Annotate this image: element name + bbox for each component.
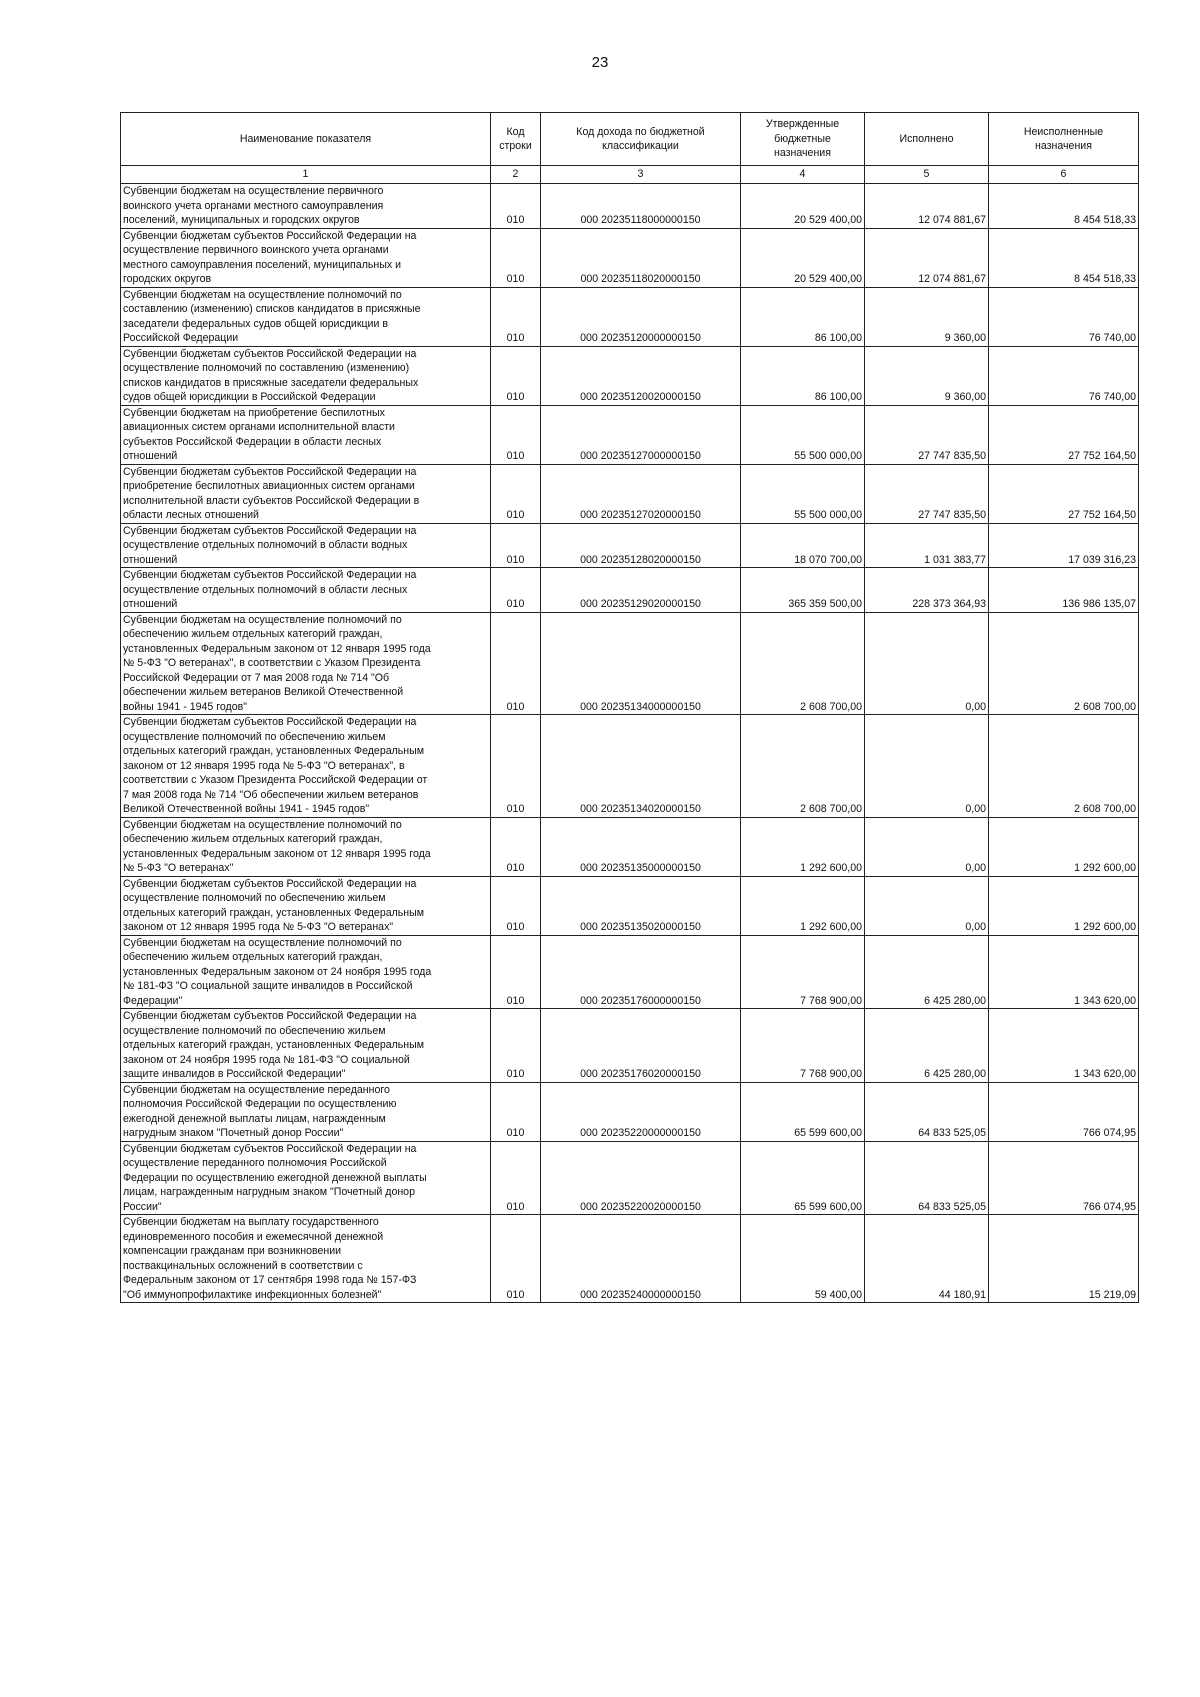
approved-amount-cell: 86 100,00 — [741, 287, 865, 346]
indicator-name-cell: Субвенции бюджетам субъектов Российской Федерации на осуществление полномочий по обеспечению жильем отдельных категорий граждан, установленных Федеральным законом от 12 января 1995 года № 5-ФЗ "О ветеранах" — [121, 876, 491, 935]
income-code-cell: 000 20235127020000150 — [541, 464, 741, 523]
table-row — [121, 876, 1139, 935]
table-row — [121, 568, 1139, 613]
line-code-cell: 010 — [491, 817, 541, 876]
column-number: 4 — [741, 166, 865, 184]
table-row — [121, 184, 1139, 229]
line-code-cell: 010 — [491, 1215, 541, 1303]
table-row — [121, 228, 1139, 287]
indicator-name-cell: Субвенции бюджетам субъектов Российской Федерации на осуществление отдельных полномочий в области лесных отношений — [121, 568, 491, 613]
line-code-cell: 010 — [491, 715, 541, 818]
unexecuted-amount-cell: 17 039 316,23 — [989, 523, 1139, 568]
table-row — [121, 1141, 1139, 1215]
executed-amount-cell: 0,00 — [865, 817, 989, 876]
line-code-cell: 010 — [491, 935, 541, 1009]
approved-amount-cell: 65 599 600,00 — [741, 1141, 865, 1215]
executed-amount-cell: 12 074 881,67 — [865, 184, 989, 229]
line-code-cell: 010 — [491, 405, 541, 464]
indicator-name-cell: Субвенции бюджетам субъектов Российской Федерации на осуществление переданного полномочия Российской Федерации по осуществлению ежегодной денежной выплаты лицам, награжденным нагрудным знаком "Почетный донор России" — [121, 1141, 491, 1215]
executed-amount-cell: 9 360,00 — [865, 346, 989, 405]
approved-amount-cell: 2 608 700,00 — [741, 715, 865, 818]
approved-amount-cell: 1 292 600,00 — [741, 876, 865, 935]
unexecuted-amount-cell: 15 219,09 — [989, 1215, 1139, 1303]
executed-amount-cell: 6 425 280,00 — [865, 935, 989, 1009]
executed-amount-cell: 64 833 525,05 — [865, 1141, 989, 1215]
income-code-cell: 000 20235240000000150 — [541, 1215, 741, 1303]
line-code-cell: 010 — [491, 346, 541, 405]
approved-amount-cell: 18 070 700,00 — [741, 523, 865, 568]
table-row — [121, 1082, 1139, 1141]
indicator-name-cell: Субвенции бюджетам на осуществление полномочий по обеспечению жильем отдельных категорий граждан, установленных Федеральным законом от 24 ноября 1995 года № 181-ФЗ "О социальной защите инвалидов в Российской Федерации" — [121, 935, 491, 1009]
header-line-code: Код строки — [491, 113, 541, 166]
column-number: 6 — [989, 166, 1139, 184]
indicator-name-cell: Субвенции бюджетам на приобретение беспилотных авиационных систем органами исполнительной власти субъектов Российской Федерации в области лесных отношений — [121, 405, 491, 464]
unexecuted-amount-cell: 766 074,95 — [989, 1082, 1139, 1141]
income-code-cell: 000 20235129020000150 — [541, 568, 741, 613]
income-code-cell: 000 20235120020000150 — [541, 346, 741, 405]
table-row — [121, 287, 1139, 346]
table-row — [121, 935, 1139, 1009]
executed-amount-cell: 228 373 364,93 — [865, 568, 989, 613]
line-code-cell: 010 — [491, 523, 541, 568]
executed-amount-cell: 6 425 280,00 — [865, 1009, 989, 1083]
header-unexecuted: Неисполненные назначения — [989, 113, 1139, 166]
unexecuted-amount-cell: 27 752 164,50 — [989, 464, 1139, 523]
income-code-cell: 000 20235127000000150 — [541, 405, 741, 464]
unexecuted-amount-cell: 136 986 135,07 — [989, 568, 1139, 613]
table-row — [121, 1009, 1139, 1083]
line-code-cell: 010 — [491, 1009, 541, 1083]
line-code-cell: 010 — [491, 1141, 541, 1215]
income-code-cell: 000 20235128020000150 — [541, 523, 741, 568]
indicator-name-cell: Субвенции бюджетам субъектов Российской Федерации на осуществление полномочий по составлению (изменению) списков кандидатов в присяжные заседатели федеральных судов общей юрисдикции в Российской Федерации — [121, 346, 491, 405]
executed-amount-cell: 27 747 835,50 — [865, 405, 989, 464]
indicator-name-cell: Субвенции бюджетам субъектов Российской Федерации на осуществление первичного воинского учета органами местного самоуправления поселений, муниципальных и городских округов — [121, 228, 491, 287]
column-number-row — [121, 166, 1139, 184]
executed-amount-cell: 0,00 — [865, 876, 989, 935]
table-header-row — [121, 113, 1139, 166]
income-code-cell: 000 20235118020000150 — [541, 228, 741, 287]
executed-amount-cell: 1 031 383,77 — [865, 523, 989, 568]
indicator-name-cell: Субвенции бюджетам на осуществление полномочий по обеспечению жильем отдельных категорий граждан, установленных Федеральным законом от 12 января 1995 года № 5-ФЗ "О ветеранах" — [121, 817, 491, 876]
income-code-cell: 000 20235120000000150 — [541, 287, 741, 346]
executed-amount-cell: 44 180,91 — [865, 1215, 989, 1303]
unexecuted-amount-cell: 76 740,00 — [989, 346, 1139, 405]
income-code-cell: 000 20235135000000150 — [541, 817, 741, 876]
executed-amount-cell: 64 833 525,05 — [865, 1082, 989, 1141]
executed-amount-cell: 12 074 881,67 — [865, 228, 989, 287]
table-row — [121, 405, 1139, 464]
indicator-name-cell: Субвенции бюджетам на осуществление первичного воинского учета органами местного самоуправления поселений, муниципальных и городских округов — [121, 184, 491, 229]
income-code-cell: 000 20235134000000150 — [541, 612, 741, 715]
income-code-cell: 000 20235176020000150 — [541, 1009, 741, 1083]
indicator-name-cell: Субвенции бюджетам субъектов Российской Федерации на приобретение беспилотных авиационных систем органами исполнительной власти субъектов Российской Федерации в области лесных отношений — [121, 464, 491, 523]
line-code-cell: 010 — [491, 1082, 541, 1141]
column-number: 5 — [865, 166, 989, 184]
column-number: 3 — [541, 166, 741, 184]
approved-amount-cell: 7 768 900,00 — [741, 935, 865, 1009]
unexecuted-amount-cell: 766 074,95 — [989, 1141, 1139, 1215]
line-code-cell: 010 — [491, 568, 541, 613]
table-row — [121, 715, 1139, 818]
approved-amount-cell: 2 608 700,00 — [741, 612, 865, 715]
indicator-name-cell: Субвенции бюджетам субъектов Российской Федерации на осуществление полномочий по обеспечению жильем отдельных категорий граждан, установленных Федеральным законом от 24 ноября 1995 года № 181-ФЗ "О социальной защите инвалидов в Российской Федерации" — [121, 1009, 491, 1083]
header-income-code: Код дохода по бюджетной классификации — [541, 113, 741, 166]
approved-amount-cell: 86 100,00 — [741, 346, 865, 405]
income-code-cell: 000 20235118000000150 — [541, 184, 741, 229]
unexecuted-amount-cell: 2 608 700,00 — [989, 715, 1139, 818]
unexecuted-amount-cell: 8 454 518,33 — [989, 228, 1139, 287]
executed-amount-cell: 0,00 — [865, 715, 989, 818]
approved-amount-cell: 20 529 400,00 — [741, 228, 865, 287]
income-code-cell: 000 20235134020000150 — [541, 715, 741, 818]
table-body — [121, 184, 1139, 1303]
line-code-cell: 010 — [491, 612, 541, 715]
indicator-name-cell: Субвенции бюджетам на осуществление полномочий по составлению (изменению) списков кандидатов в присяжные заседатели федеральных судов общей юрисдикции в Российской Федерации — [121, 287, 491, 346]
header-executed: Исполнено — [865, 113, 989, 166]
line-code-cell: 010 — [491, 184, 541, 229]
approved-amount-cell: 59 400,00 — [741, 1215, 865, 1303]
approved-amount-cell: 65 599 600,00 — [741, 1082, 865, 1141]
unexecuted-amount-cell: 2 608 700,00 — [989, 612, 1139, 715]
income-code-cell: 000 20235176000000150 — [541, 935, 741, 1009]
table-row — [121, 464, 1139, 523]
unexecuted-amount-cell: 1 292 600,00 — [989, 876, 1139, 935]
indicator-name-cell: Субвенции бюджетам субъектов Российской Федерации на осуществление полномочий по обеспечению жильем отдельных категорий граждан, установленных Федеральным законом от 12 января 1995 года № 5-ФЗ "О ветеранах", в соответствии с Указом Президента Российской Федерации от 7 мая 2008 года № 714 "Об обеспечении жильем ветеранов Великой Отечественной войны 1941 - 1945 годов" — [121, 715, 491, 818]
executed-amount-cell: 9 360,00 — [865, 287, 989, 346]
indicator-name-cell: Субвенции бюджетам субъектов Российской Федерации на осуществление отдельных полномочий в области водных отношений — [121, 523, 491, 568]
page-number: 23 — [591, 54, 609, 71]
approved-amount-cell: 1 292 600,00 — [741, 817, 865, 876]
table-row — [121, 346, 1139, 405]
line-code-cell: 010 — [491, 228, 541, 287]
table-row — [121, 523, 1139, 568]
column-number: 2 — [491, 166, 541, 184]
line-code-cell: 010 — [491, 287, 541, 346]
line-code-cell: 010 — [491, 876, 541, 935]
budget-execution-table — [120, 112, 1139, 1303]
income-code-cell: 000 20235220000000150 — [541, 1082, 741, 1141]
income-code-cell: 000 20235135020000150 — [541, 876, 741, 935]
indicator-name-cell: Субвенции бюджетам на осуществление полномочий по обеспечению жильем отдельных категорий граждан, установленных Федеральным законом от 12 января 1995 года № 5-ФЗ "О ветеранах", в соответствии с Указом Президента Российской Федерации от 7 мая 2008 года № 714 "Об обеспечении жильем ветеранов Великой Отечественной войны 1941 - 1945 годов" — [121, 612, 491, 715]
indicator-name-cell: Субвенции бюджетам на выплату государственного единовременного пособия и ежемесячной денежной компенсации гражданам при возникновении поствакцинальных осложнений в соответствии с Федеральным законом от 17 сентября 1998 года № 157-ФЗ "Об иммунопрофилактике инфекционных болезней" — [121, 1215, 491, 1303]
unexecuted-amount-cell: 76 740,00 — [989, 287, 1139, 346]
line-code-cell: 010 — [491, 464, 541, 523]
table-row — [121, 1215, 1139, 1303]
approved-amount-cell: 55 500 000,00 — [741, 464, 865, 523]
unexecuted-amount-cell: 1 292 600,00 — [989, 817, 1139, 876]
indicator-name-cell: Субвенции бюджетам на осуществление переданного полномочия Российской Федерации по осуществлению ежегодной денежной выплаты лицам, награжденным нагрудным знаком "Почетный донор России" — [121, 1082, 491, 1141]
approved-amount-cell: 55 500 000,00 — [741, 405, 865, 464]
column-number: 1 — [121, 166, 491, 184]
unexecuted-amount-cell: 8 454 518,33 — [989, 184, 1139, 229]
approved-amount-cell: 20 529 400,00 — [741, 184, 865, 229]
unexecuted-amount-cell: 1 343 620,00 — [989, 1009, 1139, 1083]
income-code-cell: 000 20235220020000150 — [541, 1141, 741, 1215]
unexecuted-amount-cell: 1 343 620,00 — [989, 935, 1139, 1009]
header-approved: Утвержденные бюджетные назначения — [741, 113, 865, 166]
approved-amount-cell: 365 359 500,00 — [741, 568, 865, 613]
executed-amount-cell: 27 747 835,50 — [865, 464, 989, 523]
approved-amount-cell: 7 768 900,00 — [741, 1009, 865, 1083]
unexecuted-amount-cell: 27 752 164,50 — [989, 405, 1139, 464]
table-row — [121, 817, 1139, 876]
table-row — [121, 612, 1139, 715]
executed-amount-cell: 0,00 — [865, 612, 989, 715]
header-indicator-name: Наименование показателя — [121, 113, 491, 166]
